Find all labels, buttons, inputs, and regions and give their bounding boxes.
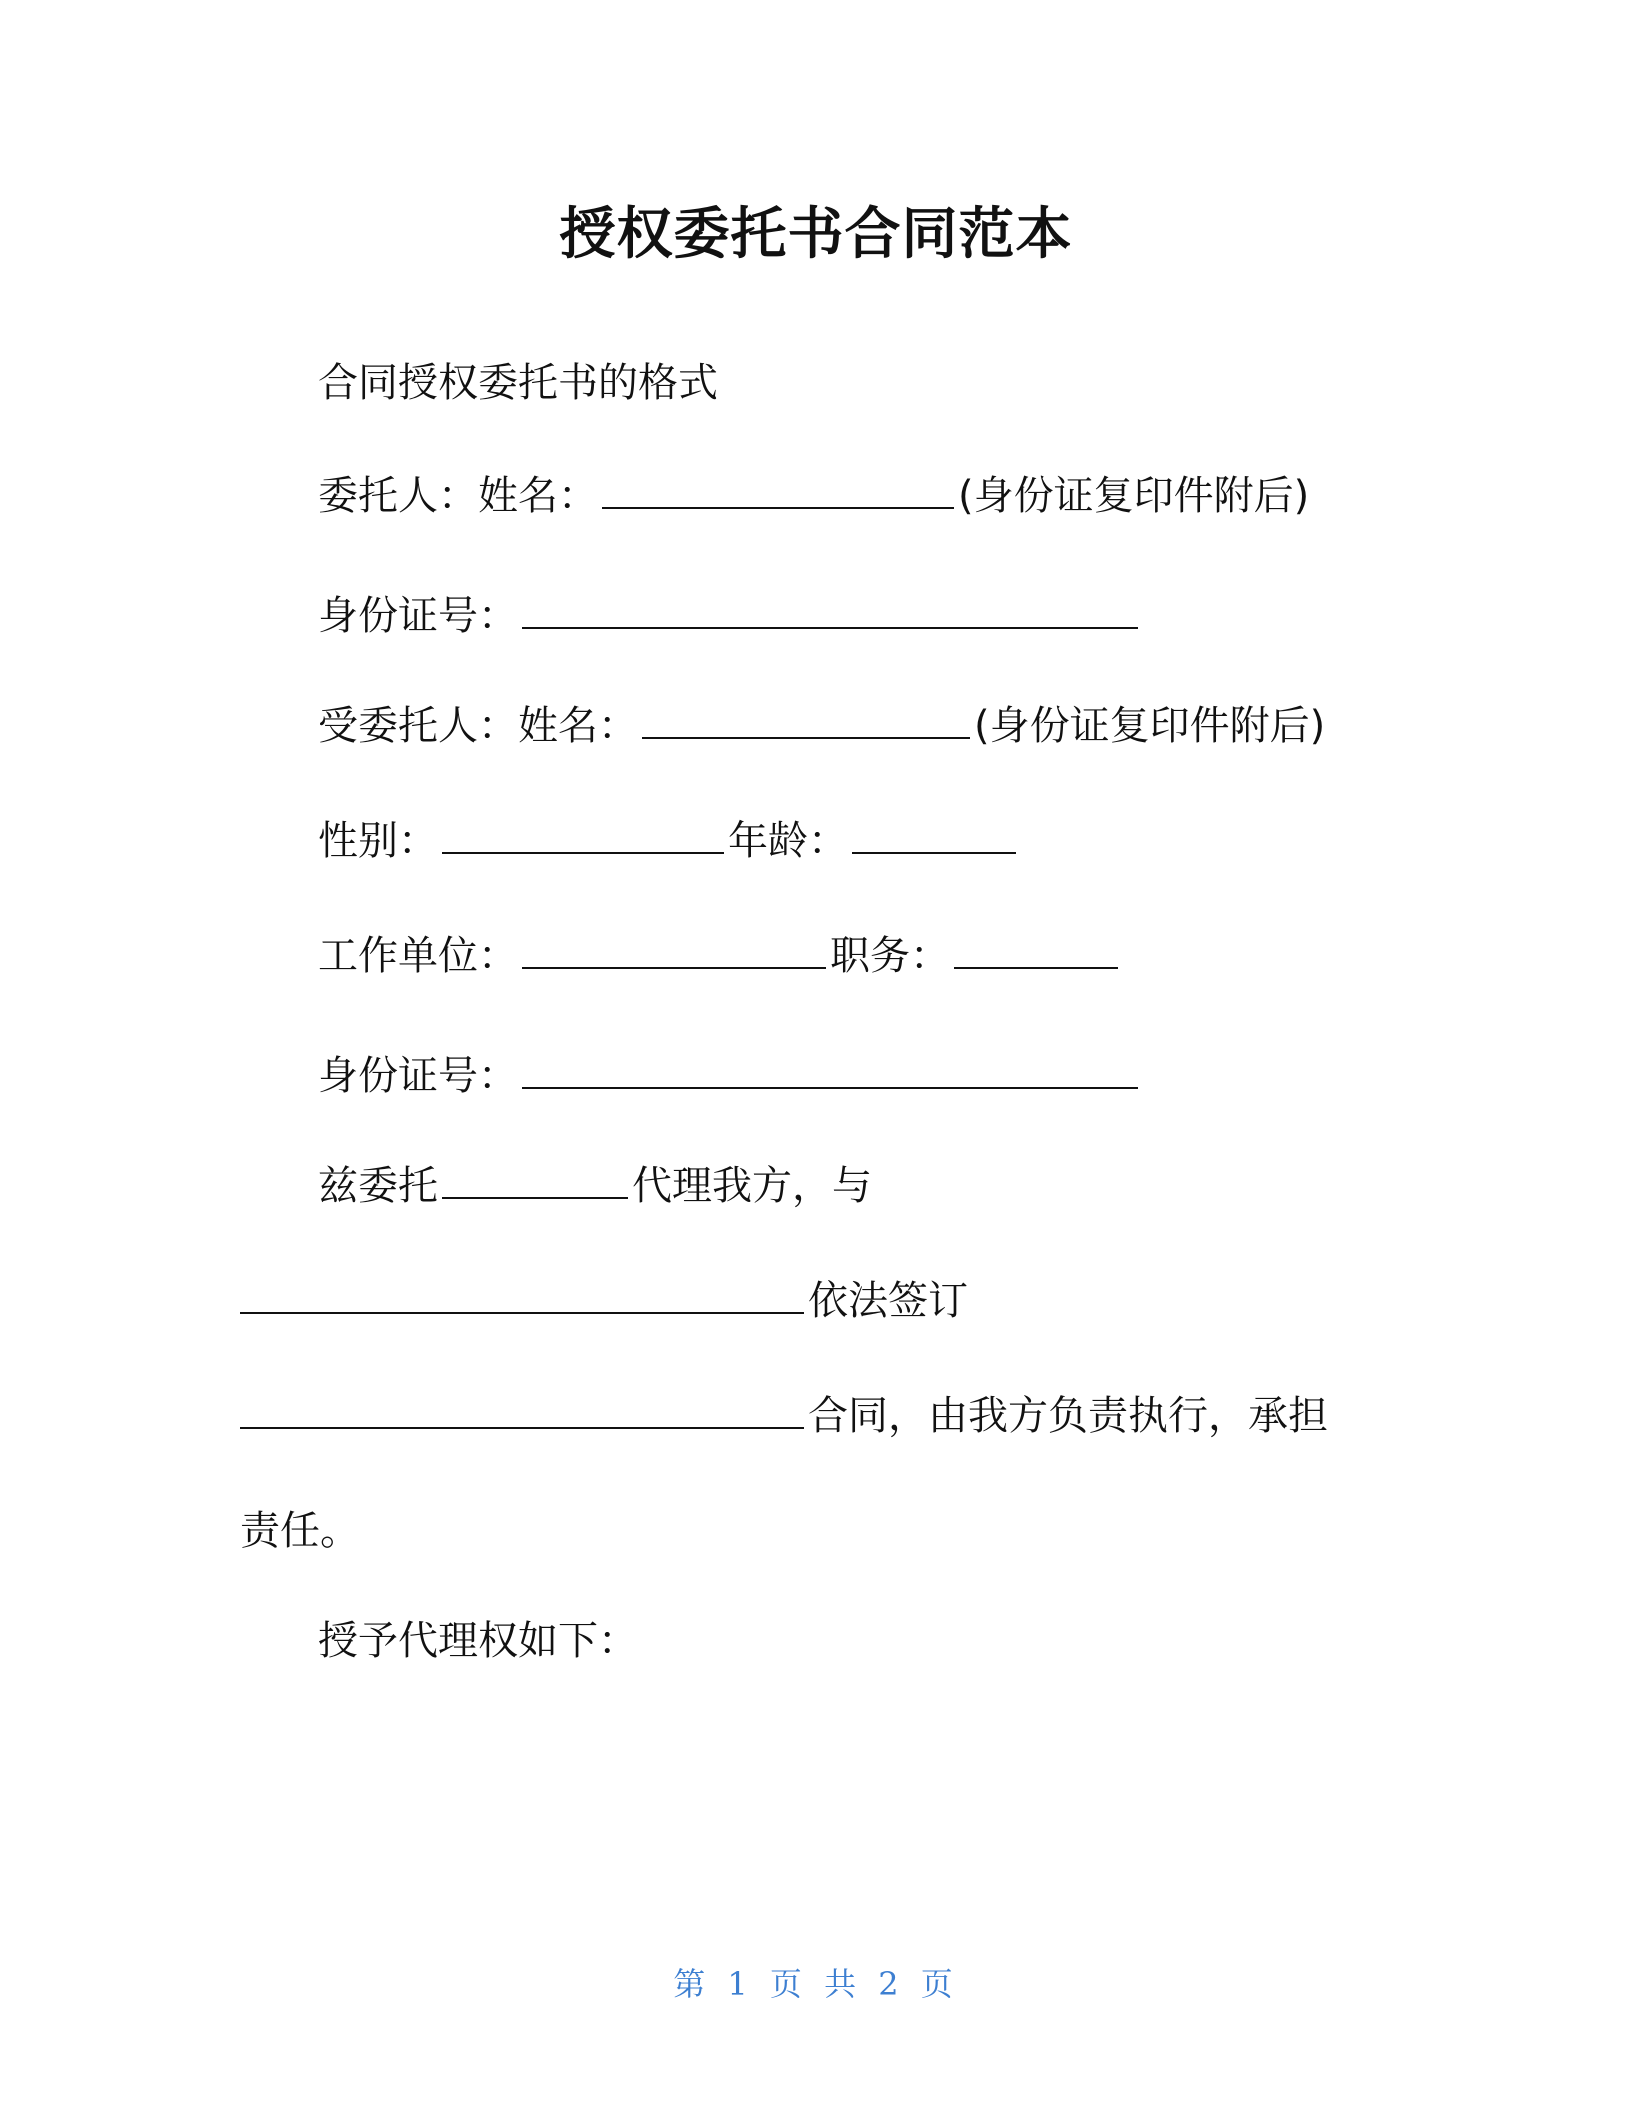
counterparty-blank — [240, 1274, 804, 1314]
principal-name-blank — [602, 469, 954, 509]
page-indicator: 第 1 页 共 2 页 — [673, 1965, 959, 2003]
sign-line — [240, 1273, 968, 1329]
workplace-blank — [522, 929, 826, 969]
principal-name-line — [318, 468, 1309, 524]
position-label: 职务： — [830, 933, 950, 979]
principal-name-label: 委托人：姓名： — [318, 473, 598, 519]
entrust-line — [318, 1158, 872, 1214]
subtitle — [318, 355, 718, 411]
contract-line — [240, 1388, 1328, 1444]
agent-name-suffix: (身份证复印件附后) — [974, 703, 1326, 749]
position-blank — [954, 929, 1118, 969]
principal-name-suffix: (身份证复印件附后) — [958, 473, 1310, 519]
authority-label: 授予代理权如下： — [318, 1618, 638, 1664]
gender-label: 性别： — [318, 818, 438, 864]
agent-name-line — [318, 698, 1325, 754]
responsibility-line — [240, 1503, 360, 1559]
authority-line — [318, 1613, 638, 1669]
entrust-prefix: 兹委托 — [318, 1163, 438, 1209]
responsibility-text: 责任。 — [240, 1508, 360, 1554]
age-label: 年龄： — [728, 818, 848, 864]
contract-suffix: 合同，由我方负责执行，承担 — [808, 1393, 1328, 1439]
document-title: 授权委托书合同范本 — [559, 202, 1073, 267]
principal-id-blank — [522, 589, 1138, 629]
principal-id-label: 身份证号： — [318, 593, 518, 639]
age-blank — [852, 814, 1016, 854]
agent-id-line — [318, 1048, 1142, 1104]
workplace-line — [318, 928, 1122, 984]
contract-name-blank — [240, 1389, 804, 1429]
agent-name-label: 受委托人：姓名： — [318, 703, 638, 749]
subtitle-text: 合同授权委托书的格式 — [318, 360, 718, 406]
entrust-suffix: 代理我方，与 — [632, 1163, 872, 1209]
agent-name-blank — [642, 699, 970, 739]
gender-blank — [442, 814, 724, 854]
principal-id-line — [318, 588, 1142, 644]
agent-id-blank — [522, 1049, 1138, 1089]
sign-suffix: 依法签订 — [808, 1278, 968, 1324]
agent-id-label: 身份证号： — [318, 1053, 518, 1099]
entrust-blank — [442, 1159, 628, 1199]
workplace-label: 工作单位： — [318, 933, 518, 979]
gender-age-line — [318, 813, 1020, 869]
